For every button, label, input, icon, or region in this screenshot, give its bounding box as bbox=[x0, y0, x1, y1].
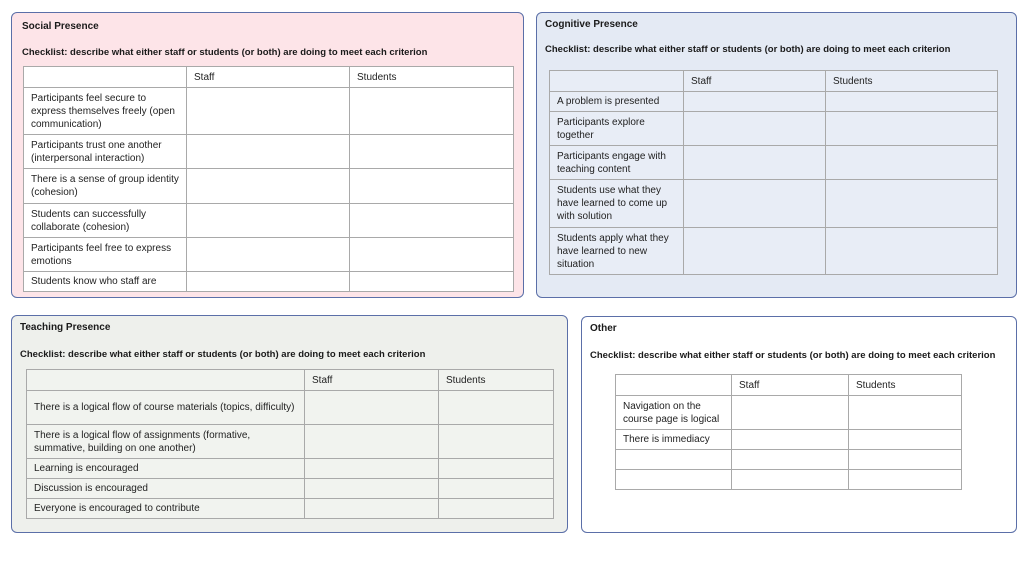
students-cell[interactable] bbox=[439, 499, 554, 519]
staff-cell[interactable] bbox=[187, 272, 350, 292]
students-header: Students bbox=[849, 375, 962, 396]
staff-header: Staff bbox=[187, 67, 350, 88]
staff-cell[interactable] bbox=[732, 450, 849, 470]
criterion-cell: Everyone is encouraged to contribute bbox=[27, 499, 305, 519]
social-checklist-table bbox=[23, 66, 514, 292]
table-row bbox=[27, 459, 554, 479]
students-cell[interactable] bbox=[849, 430, 962, 450]
criterion-cell: Discussion is encouraged bbox=[27, 479, 305, 499]
criterion-cell: Participants explore together bbox=[550, 112, 684, 146]
staff-cell[interactable] bbox=[684, 112, 826, 146]
students-cell[interactable] bbox=[826, 112, 998, 146]
table-row bbox=[616, 396, 962, 430]
students-cell[interactable] bbox=[826, 180, 998, 228]
students-header: Students bbox=[826, 71, 998, 92]
table-row bbox=[24, 169, 514, 204]
staff-cell[interactable] bbox=[684, 228, 826, 275]
students-cell[interactable] bbox=[439, 425, 554, 459]
staff-cell[interactable] bbox=[187, 88, 350, 135]
criterion-cell: Learning is encouraged bbox=[27, 459, 305, 479]
table-row bbox=[616, 450, 962, 470]
table-row bbox=[24, 272, 514, 292]
panel-title: Teaching Presence bbox=[20, 322, 111, 333]
table-row bbox=[27, 391, 554, 425]
criterion-cell: Students can successfully collaborate (cohesion) bbox=[24, 204, 187, 238]
criterion-cell: Students apply what they have learned to new situation bbox=[550, 228, 684, 275]
criterion-cell: Students know who staff are bbox=[24, 272, 187, 292]
students-header: Students bbox=[439, 370, 554, 391]
criterion-cell: Participants trust one another (interpersonal interaction) bbox=[24, 135, 187, 169]
staff-header: Staff bbox=[732, 375, 849, 396]
staff-cell[interactable] bbox=[187, 204, 350, 238]
students-cell[interactable] bbox=[350, 238, 514, 272]
students-cell[interactable] bbox=[350, 204, 514, 238]
teaching-presence-panel bbox=[11, 315, 568, 533]
criterion-header bbox=[550, 71, 684, 92]
staff-cell[interactable] bbox=[684, 180, 826, 228]
staff-header: Staff bbox=[684, 71, 826, 92]
criterion-cell: A problem is presented bbox=[550, 92, 684, 112]
staff-cell[interactable] bbox=[305, 479, 439, 499]
criterion-cell: There is immediacy bbox=[616, 430, 732, 450]
table-row bbox=[616, 470, 962, 490]
table-row bbox=[27, 499, 554, 519]
table-row bbox=[550, 180, 998, 228]
students-cell[interactable] bbox=[439, 459, 554, 479]
cognitive-presence-panel bbox=[536, 12, 1017, 298]
panel-title: Other bbox=[590, 323, 617, 334]
table-header-row bbox=[550, 71, 998, 92]
students-header: Students bbox=[350, 67, 514, 88]
criterion-cell: There is a sense of group identity (cohesion) bbox=[24, 169, 187, 204]
panel-instruction: Checklist: describe what either staff or students (or both) are doing to meet each criterion bbox=[22, 47, 428, 58]
staff-cell[interactable] bbox=[732, 396, 849, 430]
staff-cell[interactable] bbox=[305, 459, 439, 479]
criterion-header bbox=[27, 370, 305, 391]
students-cell[interactable] bbox=[849, 396, 962, 430]
table-row bbox=[27, 479, 554, 499]
students-cell[interactable] bbox=[350, 169, 514, 204]
staff-cell[interactable] bbox=[305, 425, 439, 459]
students-cell[interactable] bbox=[439, 479, 554, 499]
students-cell[interactable] bbox=[826, 146, 998, 180]
students-cell[interactable] bbox=[826, 228, 998, 275]
panel-instruction: Checklist: describe what either staff or students (or both) are doing to meet each criterion bbox=[545, 44, 951, 55]
panel-instruction: Checklist: describe what either staff or students (or both) are doing to meet each criterion bbox=[20, 349, 426, 360]
table-row bbox=[616, 430, 962, 450]
table-header-row bbox=[616, 375, 962, 396]
students-cell[interactable] bbox=[849, 450, 962, 470]
social-presence-panel bbox=[11, 12, 524, 298]
teaching-checklist-table bbox=[26, 369, 554, 519]
staff-cell[interactable] bbox=[684, 146, 826, 180]
students-cell[interactable] bbox=[439, 391, 554, 425]
criterion-cell: There is a logical flow of course materials (topics, difficulty) bbox=[27, 391, 305, 425]
criterion-cell: Participants feel secure to express themselves freely (open communication) bbox=[24, 88, 187, 135]
other-panel bbox=[581, 316, 1017, 533]
table-row bbox=[24, 88, 514, 135]
other-checklist-table bbox=[615, 374, 962, 490]
staff-cell[interactable] bbox=[305, 499, 439, 519]
cognitive-checklist-table bbox=[549, 70, 998, 275]
staff-cell[interactable] bbox=[187, 135, 350, 169]
students-cell[interactable] bbox=[849, 470, 962, 490]
table-row bbox=[550, 146, 998, 180]
students-cell[interactable] bbox=[350, 88, 514, 135]
table-row bbox=[550, 92, 998, 112]
table-header-row bbox=[27, 370, 554, 391]
table-header-row bbox=[24, 67, 514, 88]
criterion-header bbox=[616, 375, 732, 396]
criterion-cell: Navigation on the course page is logical bbox=[616, 396, 732, 430]
criterion-cell[interactable] bbox=[616, 470, 732, 490]
table-row bbox=[24, 204, 514, 238]
panel-instruction: Checklist: describe what either staff or students (or both) are doing to meet each criterion bbox=[590, 350, 996, 361]
staff-cell[interactable] bbox=[305, 391, 439, 425]
staff-cell[interactable] bbox=[732, 470, 849, 490]
criterion-cell: Students use what they have learned to come up with solution bbox=[550, 180, 684, 228]
table-row bbox=[24, 135, 514, 169]
staff-cell[interactable] bbox=[187, 169, 350, 204]
staff-header: Staff bbox=[305, 370, 439, 391]
panel-title: Cognitive Presence bbox=[545, 19, 638, 30]
table-row bbox=[550, 112, 998, 146]
criterion-cell: There is a logical flow of assignments (formative, summative, building on one another) bbox=[27, 425, 305, 459]
criterion-cell: Participants engage with teaching content bbox=[550, 146, 684, 180]
criterion-cell: Participants feel free to express emotions bbox=[24, 238, 187, 272]
students-cell[interactable] bbox=[350, 135, 514, 169]
criterion-cell[interactable] bbox=[616, 450, 732, 470]
table-row bbox=[550, 228, 998, 275]
students-cell[interactable] bbox=[350, 272, 514, 292]
table-row bbox=[24, 238, 514, 272]
staff-cell[interactable] bbox=[732, 430, 849, 450]
staff-cell[interactable] bbox=[684, 92, 826, 112]
students-cell[interactable] bbox=[826, 92, 998, 112]
table-row bbox=[27, 425, 554, 459]
staff-cell[interactable] bbox=[187, 238, 350, 272]
panel-title: Social Presence bbox=[22, 21, 99, 32]
criterion-header bbox=[24, 67, 187, 88]
